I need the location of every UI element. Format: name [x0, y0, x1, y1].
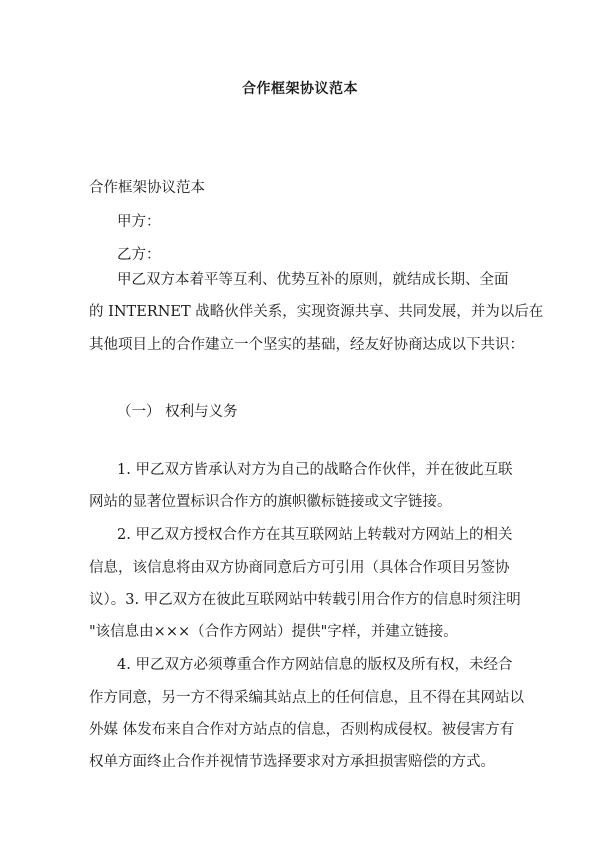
- section-heading-rights: （一） 权利与义务: [117, 404, 238, 420]
- clause-1-line-2: 网站的显著位置标识合作方的旗帜徽标链接或文字链接。: [89, 494, 452, 510]
- intro-line-1: 甲乙双方本着平等互利、优势互补的原则，就结成长期、全面: [117, 272, 509, 288]
- clause-4-line-4: 权单方面终止合作并视情节选择要求对方承担损害赔偿的方式。: [89, 754, 495, 770]
- clause-2-line-4: "该信息由×××（合作方网站）提供"字样，并建立链接。: [89, 624, 458, 640]
- intro-line-2: 的 INTERNET 战略伙伴关系，实现资源共享、共同发展，并为以后在: [89, 304, 544, 320]
- clause-2-line-1: 2. 甲乙双方授权合作方在其互联网站上转载对方网站上的相关: [117, 527, 513, 543]
- clause-2-line-2: 信息，该信息将由双方协商同意后方可引用（具体合作项目另签协: [89, 560, 510, 576]
- party-a-label: 甲方：: [117, 214, 161, 230]
- clause-4-line-1: 4. 甲乙双方必须尊重合作方网站信息的版权及所有权，未经合: [117, 657, 513, 673]
- clause-2-line-3: 议）。3. 甲乙双方在彼此互联网站中转载引用合作方的信息时须注明: [89, 592, 521, 608]
- clause-1-line-1: 1. 甲乙双方皆承认对方为自己的战略合作伙伴，并在彼此互联: [117, 462, 513, 478]
- document-heading: 合作框架协议范本: [89, 180, 205, 196]
- party-b-label: 乙方：: [117, 247, 161, 263]
- clause-4-line-3: 外媒 体发布来自合作对方站点的信息，否则构成侵权。被侵害方有: [89, 722, 515, 738]
- page-title: 合作框架协议范本: [242, 81, 358, 97]
- intro-line-3: 其他项目上的合作建立一个坚实的基础，经友好协商达成以下共识：: [89, 337, 524, 353]
- clause-4-line-2: 作方同意，另一方不得采编其站点上的任何信息，且不得在其网站以: [89, 690, 524, 706]
